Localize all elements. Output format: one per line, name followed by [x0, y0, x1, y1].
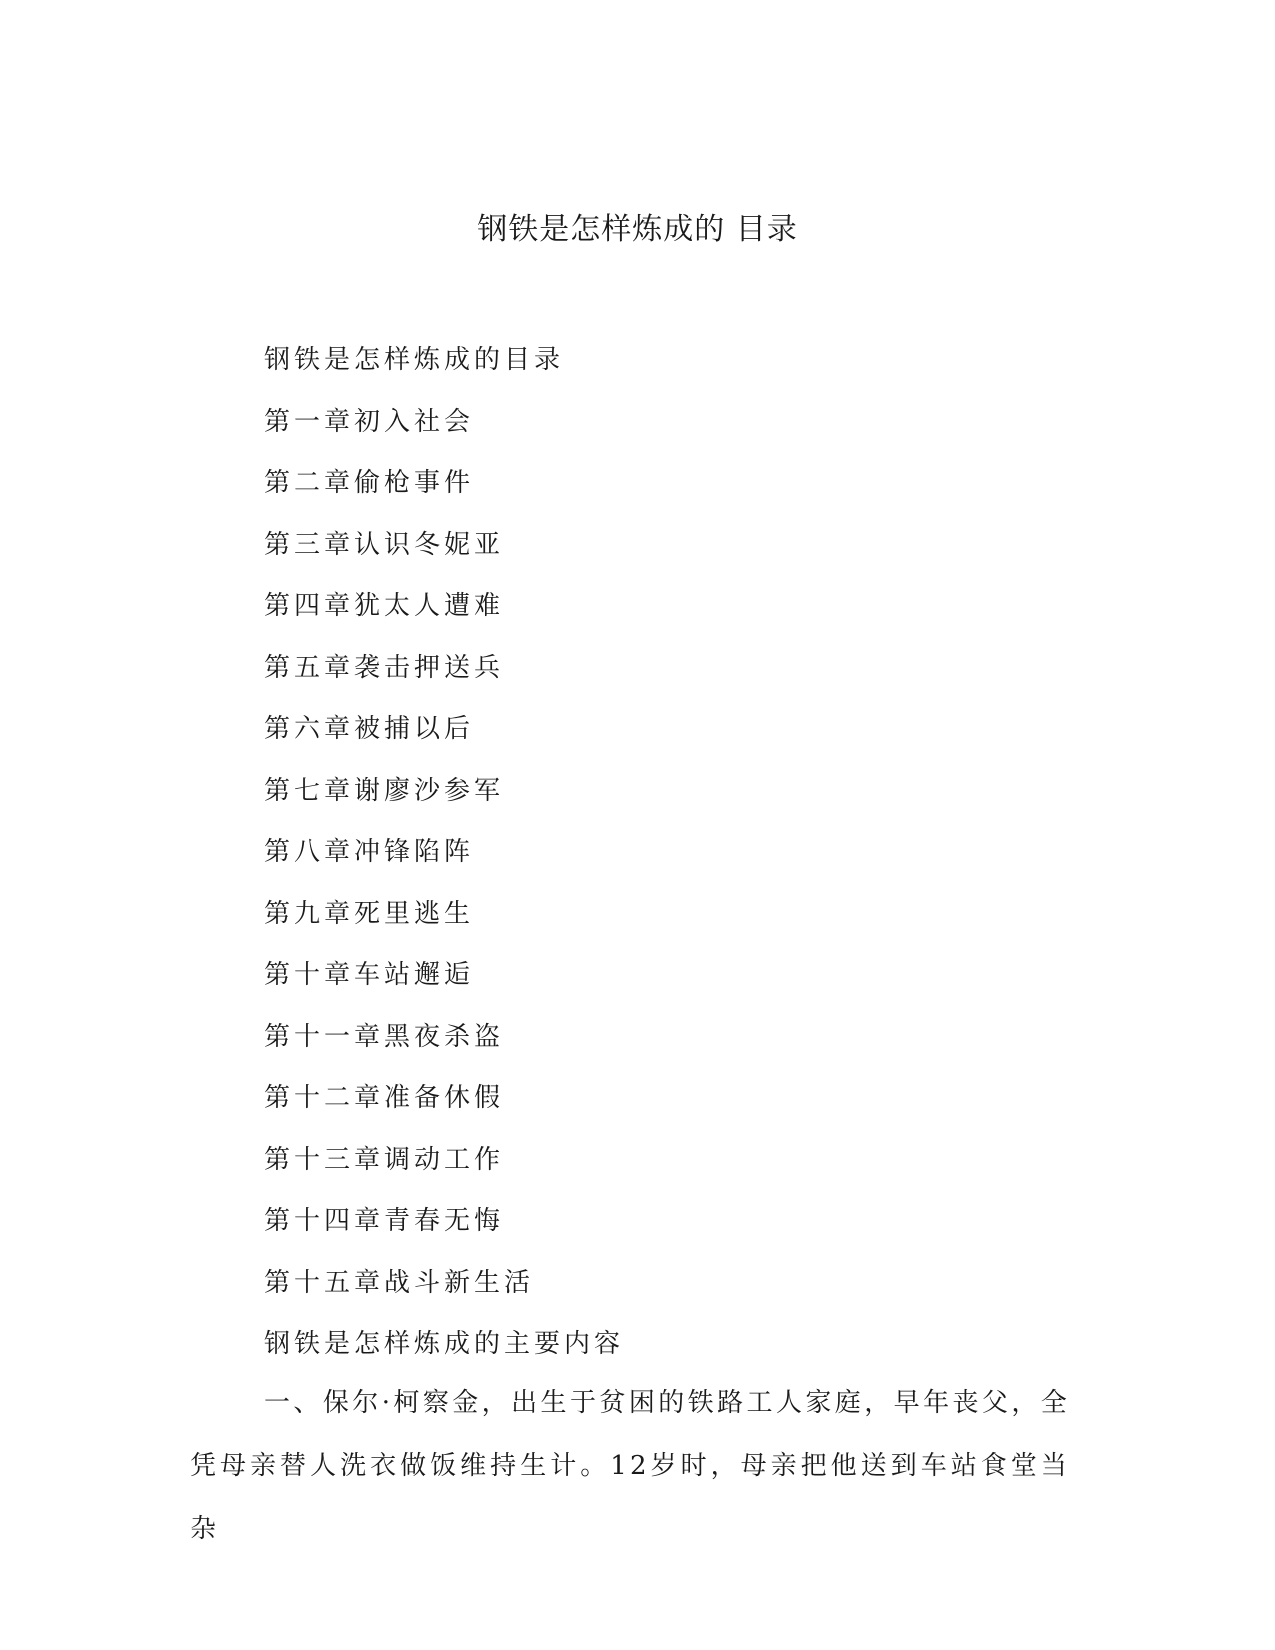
toc-item-chapter-7: 第七章谢廖沙参军 [264, 775, 505, 806]
toc-item-chapter-10: 第十章车站邂逅 [264, 960, 475, 990]
toc-item-chapter-11: 第十一章黑夜杀盗 [264, 1021, 505, 1052]
toc-item-chapter-14: 第十四章青春无悔 [264, 1206, 505, 1236]
toc-item-chapter-3: 第三章认识冬妮亚 [264, 529, 505, 560]
toc-item-chapter-4: 第四章犹太人遭难 [264, 591, 505, 621]
toc-heading: 钢铁是怎样炼成的目录 [264, 345, 565, 375]
toc-item-chapter-9: 第九章死里逃生 [264, 898, 475, 929]
toc-item-chapter-5: 第五章袭击押送兵 [264, 652, 505, 683]
document-title: 钢铁是怎样炼成的 目录 [477, 212, 798, 247]
section-heading-main-content: 钢铁是怎样炼成的主要内容 [264, 1329, 625, 1359]
toc-item-chapter-8: 第八章冲锋陷阵 [264, 837, 475, 867]
toc-item-chapter-15: 第十五章战斗新生活 [264, 1267, 535, 1298]
toc-item-chapter-13: 第十三章调动工作 [264, 1144, 505, 1175]
toc-item-chapter-2: 第二章偷枪事件 [264, 468, 475, 498]
summary-paragraph: 一、保尔·柯察金，出生于贫困的铁路工人家庭，早年丧父，全凭母亲替人洗衣做饭维持生计。12岁时，母亲把他送到车站食堂当杂 [190, 1388, 1070, 1544]
table-of-contents [264, 330, 624, 1376]
toc-item-chapter-1: 第一章初入社会 [264, 406, 475, 437]
toc-item-chapter-12: 第十二章准备休假 [264, 1083, 505, 1113]
toc-item-chapter-6: 第六章被捕以后 [264, 714, 475, 744]
